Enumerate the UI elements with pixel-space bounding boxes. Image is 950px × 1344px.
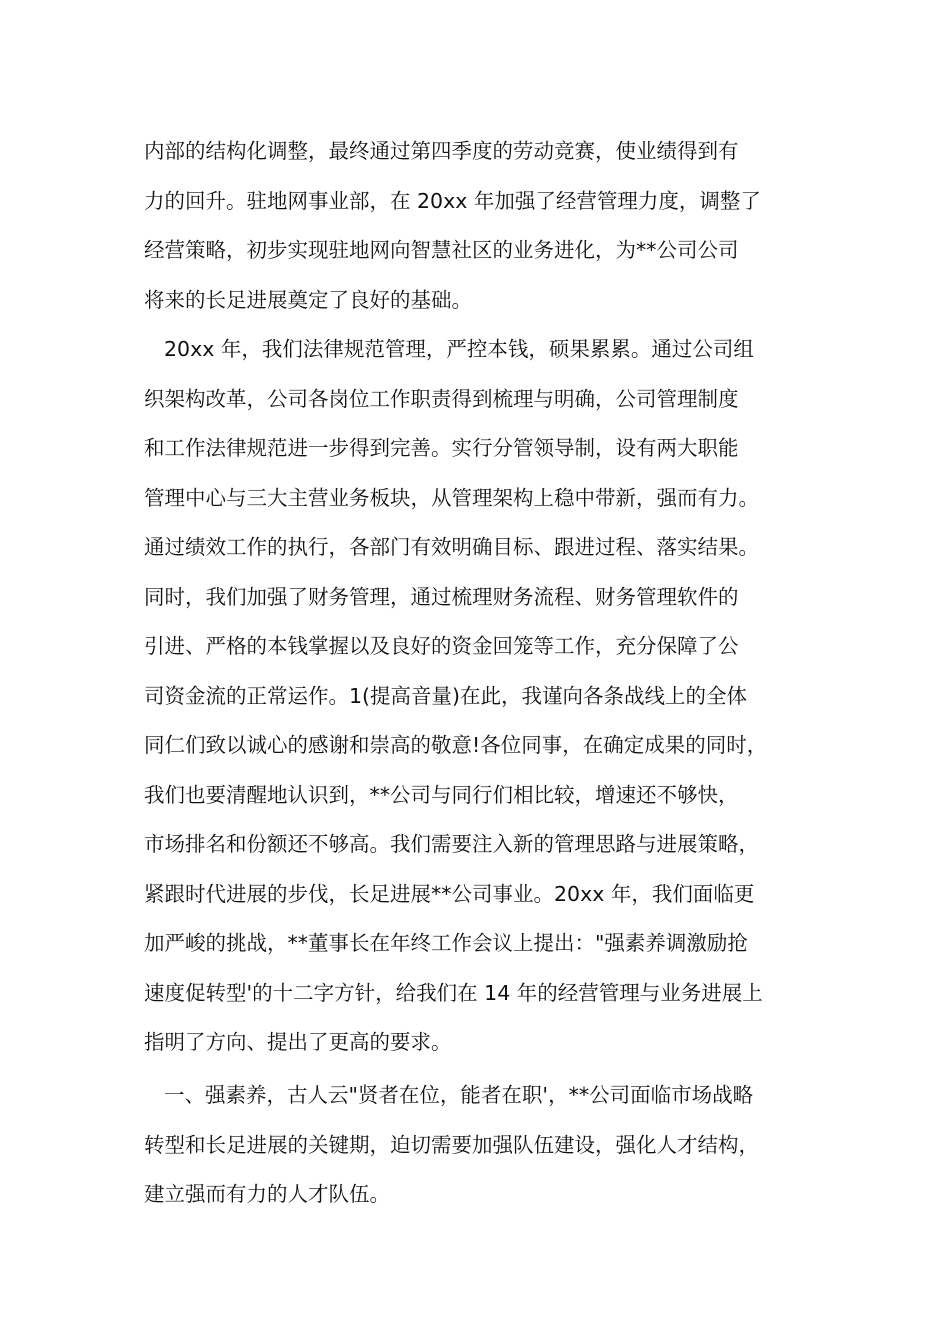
paragraph-2-line-14: 速度促转型'的十二字方针，给我们在 14 年的经营管理与业务进展上 (144, 980, 763, 1005)
paragraph-2-line-4: 管理中心与三大主营业务板块，从管理架构上稳中带新，强而有力。 (144, 485, 759, 510)
paragraph-3-line-1: 一、强素养，古人云"贤者在位，能者在职'，**公司面临市场战略 (164, 1083, 754, 1107)
paragraph-2-line-3: 和工作法律规范进一步得到完善。实行分管领导制，设有两大职能 (144, 436, 739, 460)
paragraph-2-line-1: 20xx 年，我们法律规范管理，严控本钱，硕果累累。通过公司组 (164, 337, 754, 361)
paragraph-2-line-5: 通过绩效工作的执行，各部门有效明确目标、跟进过程、落实结果。 (144, 535, 759, 559)
paragraph-2 (144, 325, 834, 1068)
paragraph-2-line-2: 织架构改革，公司各岗位工作职责得到梳理与明确，公司管理制度 (144, 386, 739, 411)
paragraph-2-line-15: 指明了方向、提出了更高的要求。 (144, 1030, 452, 1054)
paragraph-2-line-12: 紧跟时代进展的步伐，长足进展**公司事业。20xx 年，我们面临更 (144, 881, 755, 906)
paragraph-2-line-11: 市场排名和份额还不够高。我们需要注入新的管理思路与进展策略， (144, 832, 759, 856)
paragraph-2-line-7: 引进、严格的本钱掌握以及良好的资金回笼等工作，充分保障了公 (144, 634, 739, 658)
paragraph-1-line-3: 经营策略，初步实现驻地网向智慧社区的业务进化，为**公司公司 (144, 238, 739, 262)
paragraph-1-line-4: 将来的长足进展奠定了良好的基础。 (144, 287, 472, 312)
paragraph-3 (144, 1071, 834, 1220)
paragraph-2-line-10: 我们也要清醒地认识到，**公司与同行们相比较，增速还不够快， (144, 782, 739, 807)
paragraph-2-line-8: 司资金流的正常运作。1(提高音量)在此，我谨向各条战线上的全体 (144, 683, 748, 708)
paragraph-1-line-2: 力的回升。驻地网事业部，在 20xx 年加强了经营管理力度，调整了 (144, 188, 761, 213)
paragraph-2-line-13: 加严峻的挑战，**董事长在年终工作会议上提出："强素养调激励抢 (144, 931, 748, 955)
paragraph-2-line-6: 同时，我们加强了财务管理，通过梳理财务流程、财务管理软件的 (144, 584, 739, 609)
paragraph-2-line-9: 同仁们致以诚心的感谢和崇高的敬意!各位同事，在确定成果的同时， (144, 733, 768, 757)
paragraph-3-line-2: 转型和长足进展的关键期，迫切需要加强队伍建设，强化人才结构， (144, 1132, 759, 1157)
paragraph-3-line-3: 建立强而有力的人才队伍。 (144, 1182, 390, 1206)
paragraph-1-line-1: 内部的结构化调整，最终通过第四季度的劳动竞赛，使业绩得到有 (144, 139, 739, 163)
paragraph-1 (144, 127, 834, 325)
